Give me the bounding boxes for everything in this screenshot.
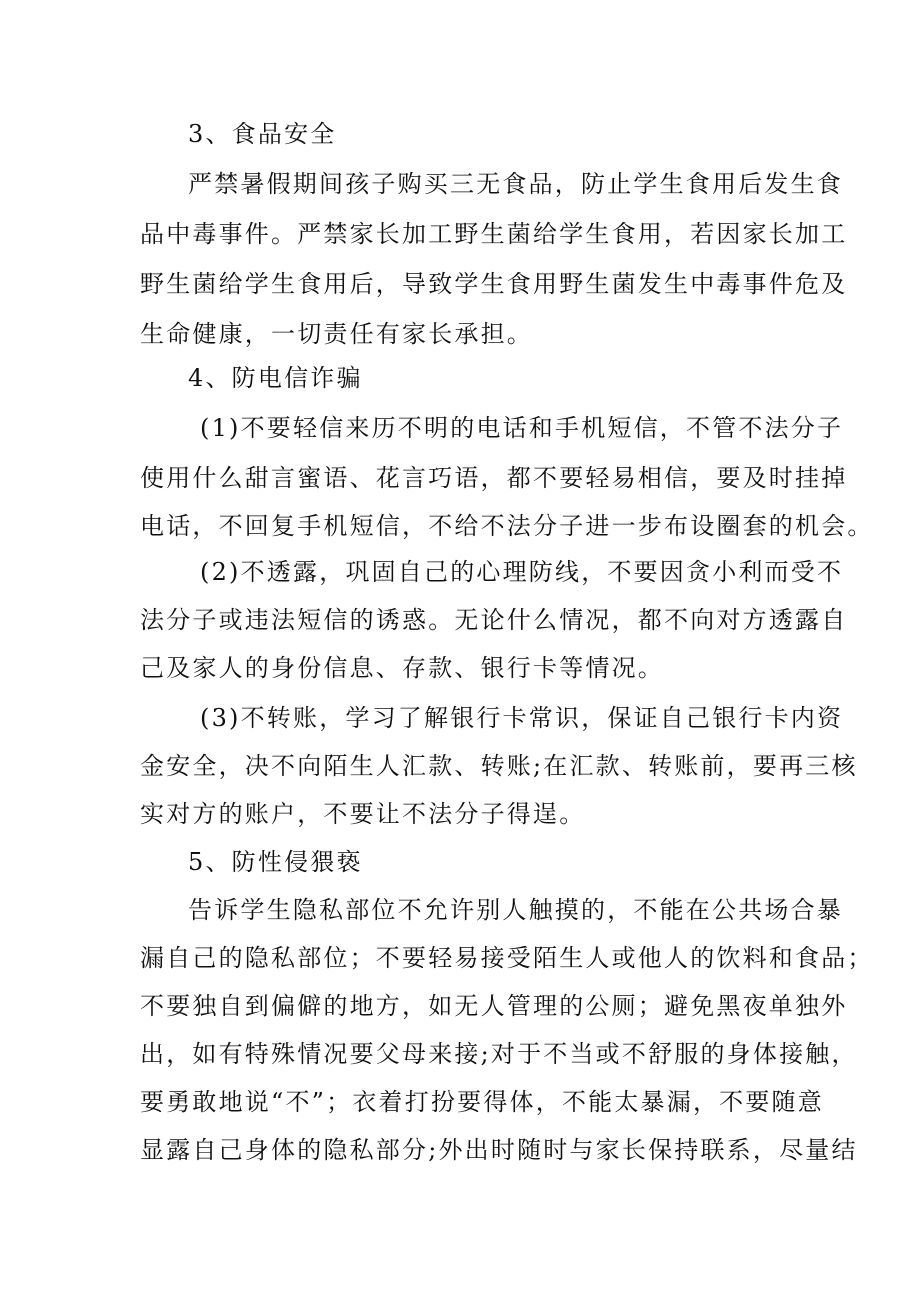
paragraph-line: 电话，不回复手机短信，不给不法分子进一步布设圈套的机会。	[140, 512, 874, 540]
paragraph-line: 显露自己身体的隐私部分;外出时随时与家长保持联系，尽量结	[140, 1136, 858, 1164]
paragraph-line: 严禁暑假期间孩子购买三无食品，防止学生食用后发生食	[188, 170, 843, 198]
paragraph-line: 法分子或违法短信的诱惑。无论什么情况，都不向对方透露自	[140, 606, 848, 634]
paragraph-line: 野生菌给学生食用后，导致学生食用野生菌发生中毒事件危及	[140, 270, 848, 298]
paragraph-line: 己及家人的身份信息、存款、银行卡等情况。	[140, 654, 664, 682]
paragraph-line: (2)不透露，巩固自己的心理防线，不要因贪小利而受不	[200, 558, 844, 586]
paragraph-line: (1)不要轻信来历不明的电话和手机短信，不管不法分子	[200, 414, 844, 442]
paragraph-line: 使用什么甜言蜜语、花言巧语，都不要轻易相信，要及时挂掉	[140, 464, 848, 492]
heading-anti-fraud: 4、防电信诈骗	[188, 364, 363, 392]
paragraph-line: 漏自己的隐私部位；不要轻易接受陌生人或他人的饮料和食品；	[140, 944, 874, 972]
paragraph-line: 生命健康，一切责任有家长承担。	[140, 320, 533, 348]
heading-anti-sexual-assault: 5、防性侵猥亵	[188, 848, 363, 876]
heading-food-safety: 3、食品安全	[188, 120, 337, 148]
paragraph-line: 金安全，决不向陌生人汇款、转账;在汇款、转账前，要再三核	[140, 752, 858, 780]
paragraph-line: 实对方的账户，不要让不法分子得逞。	[140, 800, 586, 828]
paragraph-line: (3)不转账，学习了解银行卡常识，保证自己银行卡内资	[200, 704, 844, 732]
paragraph-line: 不要独自到偏僻的地方，如无人管理的公厕；避免黑夜单独外	[140, 992, 848, 1020]
paragraph-line: 出，如有特殊情况要父母来接;对于不当或不舒服的身体接触，	[140, 1040, 858, 1068]
paragraph-line: 要勇敢地说“不”；衣着打扮要得体，不能太暴漏，不要随意	[140, 1088, 824, 1116]
paragraph-line: 告诉学生隐私部位不允许别人触摸的，不能在公共场合暴	[188, 896, 843, 924]
paragraph-line: 品中毒事件。严禁家长加工野生菌给学生食用，若因家长加工	[140, 220, 848, 248]
